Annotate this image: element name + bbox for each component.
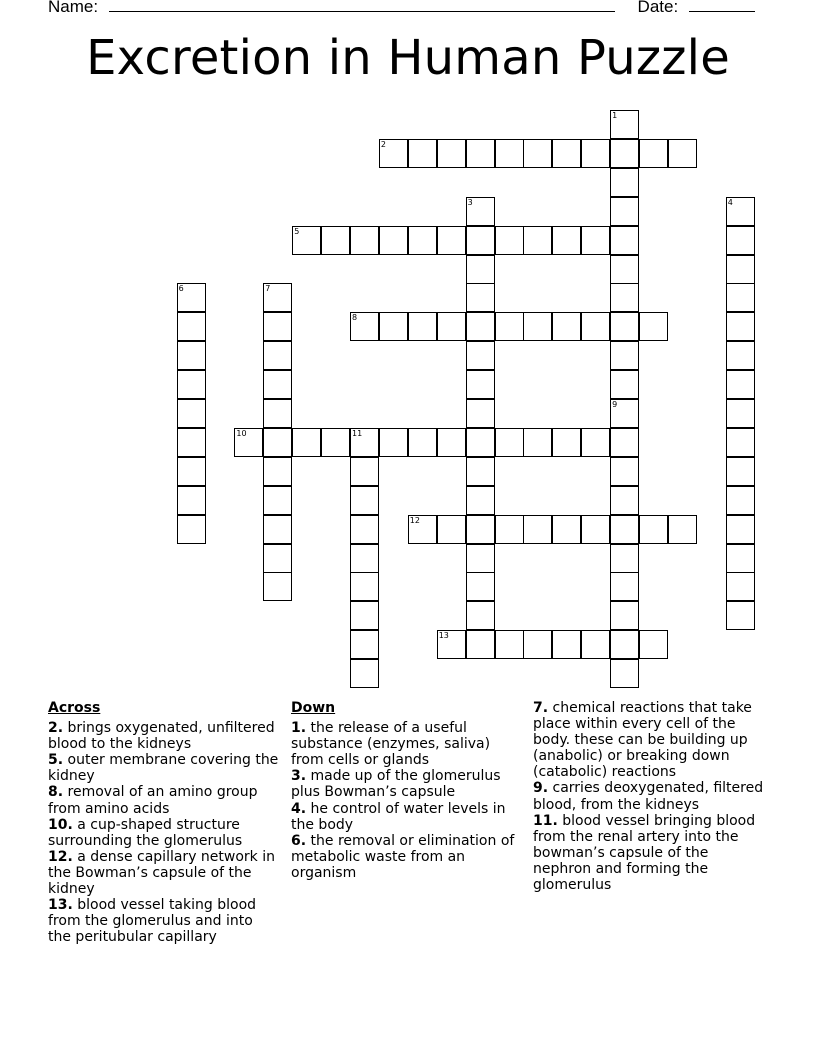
grid-cell[interactable] [610, 341, 639, 370]
grid-cell[interactable] [350, 457, 379, 486]
clue-text: a dense capillary network in the Bowman’s capsule of the kidney [48, 848, 275, 898]
grid-cell[interactable] [408, 139, 437, 168]
grid-cell[interactable] [552, 139, 581, 168]
grid-cell[interactable] [466, 399, 495, 428]
grid-cell[interactable] [350, 486, 379, 515]
grid-cell[interactable] [610, 370, 639, 399]
grid-cell[interactable] [437, 226, 466, 255]
grid-cell[interactable] [379, 312, 408, 341]
grid-cell[interactable] [350, 659, 379, 688]
grid-cell[interactable] [726, 312, 755, 341]
grid-cell[interactable] [466, 630, 495, 659]
clue-number: 2. [48, 720, 64, 737]
grid-cell[interactable] [610, 544, 639, 573]
grid-cell[interactable] [466, 457, 495, 486]
grid-cell[interactable] [466, 572, 495, 601]
clue-number: 10. [48, 816, 73, 833]
grid-cell[interactable] [523, 226, 552, 255]
clue-number-label: 2 [380, 139, 386, 149]
clue-text: outer membrane covering the kidney [48, 752, 279, 785]
down-list-1 [291, 720, 523, 881]
grid-cell[interactable] [639, 139, 668, 168]
grid-cell[interactable] [495, 515, 524, 544]
grid-cell[interactable] [177, 515, 206, 544]
grid-cell[interactable] [437, 139, 466, 168]
grid-cell[interactable] [466, 601, 495, 630]
grid-cell[interactable] [639, 312, 668, 341]
clue-item [533, 813, 765, 893]
clue-item [48, 752, 280, 784]
grid-cell[interactable] [177, 370, 206, 399]
grid-cell[interactable] [466, 341, 495, 370]
grid-cell[interactable] [581, 139, 610, 168]
grid-cell[interactable] [726, 601, 755, 630]
clue-number-label: 5 [294, 226, 300, 236]
grid-cell[interactable] [466, 428, 495, 457]
grid-cell[interactable] [263, 515, 292, 544]
clue-text: a cup-shaped structure surrounding the glomerulus [48, 816, 243, 849]
clue-item [48, 897, 280, 945]
grid-cell[interactable] [466, 544, 495, 573]
grid-cell[interactable] [610, 197, 639, 226]
grid-cell[interactable] [668, 515, 697, 544]
grid-cell[interactable] [639, 630, 668, 659]
clue-number: 6. [291, 832, 307, 849]
grid-cell[interactable] [350, 544, 379, 573]
clue-text: made up of the glomerulus plus Bowman’s capsule [291, 768, 501, 801]
grid-cell[interactable] [263, 399, 292, 428]
clue-item [291, 833, 523, 881]
down-clues-col2 [533, 700, 765, 893]
grid-cell[interactable] [177, 428, 206, 457]
date-label: Date: [637, 0, 679, 16]
grid-cell[interactable] [581, 312, 610, 341]
grid-cell[interactable] [610, 428, 639, 457]
grid-cell[interactable] [581, 428, 610, 457]
clue-number: 5. [48, 752, 64, 769]
grid-cell[interactable] [263, 457, 292, 486]
grid-cell[interactable] [177, 341, 206, 370]
clue-text: the release of a useful substance (enzymes, saliva) from cells or glands [291, 720, 491, 769]
clue-text: removal of an amino group from amino acids [48, 784, 258, 817]
grid-cell[interactable] [263, 370, 292, 399]
clue-number: 9. [533, 780, 549, 797]
grid-cell[interactable] [726, 486, 755, 515]
grid-cell[interactable] [177, 312, 206, 341]
grid-cell[interactable] [263, 572, 292, 601]
clue-item [48, 849, 280, 897]
clue-item [48, 817, 280, 849]
grid-cell[interactable] [581, 515, 610, 544]
clue-number: 7. [533, 700, 549, 716]
grid-cell[interactable] [495, 139, 524, 168]
grid-cell[interactable] [263, 544, 292, 573]
grid-cell[interactable] [581, 226, 610, 255]
clue-text: he control of water levels in the body [291, 800, 506, 833]
clue-item [48, 720, 280, 752]
grid-cell[interactable] [726, 428, 755, 457]
grid-cell[interactable] [379, 226, 408, 255]
clue-text: the removal or elimination of metabolic waste from an organism [291, 832, 515, 881]
grid-cell[interactable] [437, 312, 466, 341]
clue-number-label: 4 [727, 197, 733, 207]
grid-cell[interactable] [466, 486, 495, 515]
clue-text: chemical reactions that take place within every cell of the body. these can be building up (anabolic) or breaking down (catabolic) reactions [533, 700, 752, 781]
grid-cell[interactable] [350, 572, 379, 601]
clue-number-label: 11 [352, 428, 363, 438]
clue-number: 8. [48, 784, 64, 801]
clue-number-label: 3 [467, 197, 473, 207]
grid-cell[interactable] [610, 515, 639, 544]
grid-cell[interactable] [726, 341, 755, 370]
grid-cell[interactable] [726, 457, 755, 486]
grid-cell[interactable] [177, 486, 206, 515]
grid-cell[interactable] [552, 630, 581, 659]
grid-cell[interactable] [408, 428, 437, 457]
grid-cell[interactable] [610, 312, 639, 341]
clue-text: brings oxygenated, unfiltered blood to the kidneys [48, 720, 275, 753]
grid-cell[interactable] [292, 428, 321, 457]
clue-number-label: 7 [265, 284, 271, 294]
grid-cell[interactable] [379, 428, 408, 457]
down-heading: Down [291, 700, 336, 716]
grid-cell[interactable] [350, 601, 379, 630]
grid-cell[interactable] [552, 312, 581, 341]
grid-cell[interactable] [552, 226, 581, 255]
grid-cell[interactable] [321, 226, 350, 255]
clue-number: 11. [533, 812, 558, 829]
grid-cell[interactable] [581, 630, 610, 659]
grid-cell[interactable] [408, 312, 437, 341]
grid-cell[interactable] [466, 255, 495, 284]
grid-cell[interactable] [350, 630, 379, 659]
across-heading: Across [48, 700, 101, 716]
grid-cell[interactable] [610, 139, 639, 168]
grid-cell[interactable] [552, 428, 581, 457]
grid-cell[interactable] [466, 226, 495, 255]
grid-cell[interactable] [639, 515, 668, 544]
grid-cell[interactable] [610, 168, 639, 197]
grid-cell[interactable] [610, 630, 639, 659]
grid-cell[interactable] [263, 312, 292, 341]
grid-cell[interactable] [495, 226, 524, 255]
grid-cell[interactable] [466, 283, 495, 312]
grid-cell[interactable] [523, 139, 552, 168]
clue-number: 1. [291, 720, 307, 737]
clue-number-label: 10 [236, 428, 247, 438]
grid-cell[interactable] [726, 370, 755, 399]
clue-number-label: 8 [352, 313, 358, 323]
grid-cell[interactable] [610, 659, 639, 688]
grid-cell[interactable] [668, 139, 697, 168]
grid-cell[interactable] [321, 428, 350, 457]
grid-cell[interactable] [495, 312, 524, 341]
clue-text: carries deoxygenated, filtered blood, from the kidneys [533, 780, 764, 813]
grid-cell[interactable] [177, 457, 206, 486]
grid-cell[interactable] [437, 428, 466, 457]
grid-cell[interactable] [523, 428, 552, 457]
clue-text: blood vessel bringing blood from the renal artery into the bowman’s capsule of the nephron and forming the glomerulus [533, 812, 756, 894]
grid-cell[interactable] [177, 399, 206, 428]
grid-cell[interactable] [495, 428, 524, 457]
grid-cell[interactable] [610, 457, 639, 486]
grid-cell[interactable] [610, 601, 639, 630]
grid-cell[interactable] [610, 283, 639, 312]
across-list [48, 720, 280, 945]
clue-number: 13. [48, 897, 73, 914]
grid-cell[interactable] [523, 515, 552, 544]
clue-item [533, 780, 765, 812]
grid-cell[interactable] [726, 226, 755, 255]
clue-text: blood vessel taking blood from the glomerulus and into the peritubular capillary [48, 897, 257, 946]
clue-number: 12. [48, 848, 73, 865]
grid-cell[interactable] [726, 572, 755, 601]
clue-item [291, 720, 523, 768]
grid-cell[interactable] [726, 283, 755, 312]
clue-item [533, 700, 765, 780]
clue-item [291, 768, 523, 800]
down-clues-col1 [291, 700, 523, 881]
clue-number: 3. [291, 768, 307, 785]
down-list-2 [533, 700, 765, 893]
grid-cell[interactable] [263, 428, 292, 457]
grid-cell[interactable] [495, 630, 524, 659]
across-clues [48, 700, 280, 945]
grid-cell[interactable] [437, 515, 466, 544]
grid-cell[interactable] [408, 226, 437, 255]
grid-cell[interactable] [466, 515, 495, 544]
grid-cell[interactable] [350, 515, 379, 544]
clue-number-label: 6 [178, 284, 184, 294]
name-label: Name: [48, 0, 99, 16]
grid-cell[interactable] [263, 341, 292, 370]
grid-cell[interactable] [263, 486, 292, 515]
grid-cell[interactable] [466, 370, 495, 399]
grid-cell[interactable] [466, 139, 495, 168]
grid-cell[interactable] [610, 572, 639, 601]
clue-number-label: 1 [612, 111, 618, 120]
puzzle-title: Excretion in Human Puzzle [86, 30, 730, 86]
grid-cell[interactable] [552, 515, 581, 544]
grid-cell[interactable] [726, 515, 755, 544]
grid-cell[interactable] [726, 255, 755, 284]
clue-item [291, 801, 523, 833]
clue-number-label: 13 [438, 631, 449, 641]
clue-number-label: 12 [409, 515, 420, 525]
grid-cell[interactable] [726, 544, 755, 573]
grid-cell[interactable] [350, 226, 379, 255]
clue-number-label: 9 [612, 400, 618, 409]
grid-cell[interactable] [466, 312, 495, 341]
clue-number: 4. [291, 800, 307, 817]
grid-cell[interactable] [523, 312, 552, 341]
grid-cell[interactable] [610, 226, 639, 255]
grid-cell[interactable] [610, 486, 639, 515]
grid-cell[interactable] [726, 399, 755, 428]
grid-cell[interactable] [523, 630, 552, 659]
clue-item [48, 784, 280, 816]
grid-cell[interactable] [610, 255, 639, 284]
